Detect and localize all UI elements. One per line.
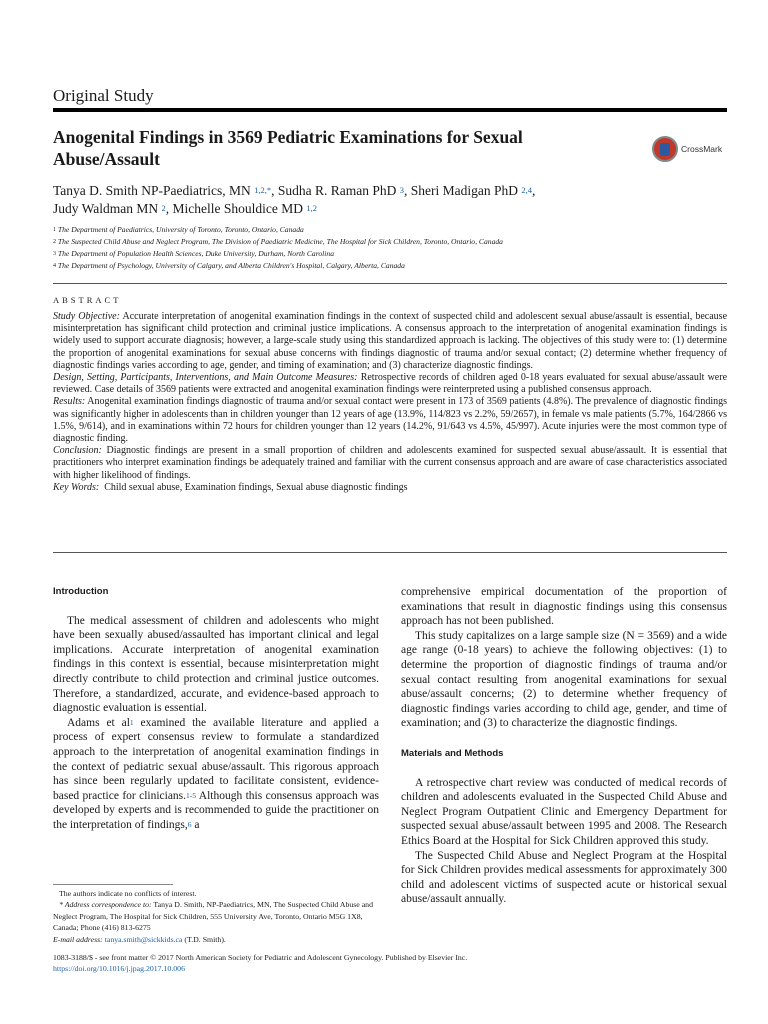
doi-link[interactable]: https://doi.org/10.1016/j.jpag.2017.10.006 — [53, 964, 185, 973]
section-label: Original Study — [53, 86, 154, 105]
email-link[interactable]: tanya.smith@sickkids.ca — [104, 934, 183, 944]
citation-link[interactable]: 6 — [187, 819, 192, 829]
header-rule — [53, 108, 727, 112]
author-affiliation-ref[interactable]: 1,2 — [306, 203, 318, 213]
conflict-statement: The authors indicate no conflicts of interest. — [59, 889, 197, 898]
body-paragraph: comprehensive empirical documentation of the proportion of examinations that result in diagnostic findings using this consensus approach has not been published. — [401, 586, 727, 628]
left-column — [53, 585, 379, 833]
right-column — [401, 585, 727, 907]
abstract-bottom-rule — [53, 552, 727, 553]
affiliation-item: $^4$ The Department of Psychology, University of Calgary, and Alberta Children's Hospital, Calgary, Alberta, Canada — [53, 261, 405, 270]
author-affiliation-ref[interactable]: 2 — [161, 203, 166, 213]
author-affiliation-ref[interactable]: 1,2,* — [254, 185, 272, 195]
page-footer — [53, 952, 727, 974]
affiliation-item: $^1$ The Department of Paediatrics, University of Toronto, Toronto, Ontario, Canada — [53, 225, 304, 234]
abstract-results: Results: Anogenital examination findings diagnostic of trauma and/or sexual contact were present in 173 of 3569 patients (4.8%). The prevalence of diagnostic findings was significantly higher in adolescents than in children younger than 12 years of age (13.9%, 114/823 vs 2.2%, 59/2657), in female vs male patients (5.7%, 164/2866 vs 1.5%, 9/614), and in examinations within 72 hours for children younger than 12 years (14.2%, 91/643 vs 4.5%, 45/997). Acute injuries were the most common type of diagnostic finding. — [53, 396, 727, 445]
citation-link[interactable]: 1-5 — [186, 790, 197, 800]
intro-paragraph: The medical assessment of children and adolescents who might have been sexually abused/assaulted has important clinical and legal implications. Accurate interpretation of anogenital examination findings in this context is essential, because misinterpretation might directly contribute to child protection and criminal justice outcomes. Therefore, a standardized, accurate, and evidence-based approach to diagnostic evaluation is essential. — [53, 614, 379, 715]
author-name: Sheri Madigan PhD — [410, 183, 519, 198]
abstract-design: Design, Setting, Participants, Interventions, and Main Outcome Measures: Retrospective records of children aged 0-18 years evaluated for sexual abuse/assault were reviewed. Case details of 3569 patients were extracted and anogenital examination findings were reinterpreted using a published consensus approach. — [53, 372, 728, 396]
crossmark-label: CrossMark — [681, 144, 723, 154]
intro-heading: Introduction — [53, 586, 109, 597]
abstract-keywords: Key Words: Child sexual abuse, Examination findings, Sexual abuse diagnostic findings — [53, 481, 408, 493]
methods-paragraph: A retrospective chart review was conducted of medical records of children and adolescents evaluated in the Suspected Child Abuse and Neglect Program Outpatient Clinic and Emergency Department for suspected sexual abuse/assault between 1995 and 2008. The Research Ethics Board at the Hospital for Sick Children approved this study. — [401, 776, 727, 847]
affiliation-item: $^3$ The Department of Population Health Sciences, Duke University, Durham, North Carolina — [53, 249, 334, 258]
abstract-heading: ABSTRACT — [53, 295, 122, 305]
author-list: Tanya D. Smith NP-Paediatrics, MN $^{1,2,*}$, Sudha R. Raman PhD $^3$, Sheri Madigan PhD $^{2,4}$, Judy Waldman MN $^2$, Michelle Shouldice MD $^{1,2}$ — [53, 183, 536, 216]
affiliation-item: $^2$ The Suspected Child Abuse and Neglect Program, The Division of Paediatric Medicine, The Hospital for Sick Children, Toronto, Ontario, Canada — [53, 237, 503, 246]
author-name: Michelle Shouldice MD — [172, 201, 304, 216]
citation-link[interactable]: 1 — [129, 717, 134, 727]
crossmark-badge[interactable] — [652, 134, 732, 164]
article-title: Anogenital Findings in 3569 Pediatric Examinations for Sexual Abuse/Assault — [53, 127, 523, 169]
author-affiliation-ref[interactable]: 2,4 — [521, 185, 533, 195]
methods-heading: Materials and Methods — [401, 747, 504, 759]
intro-paragraph: Adams et $al^1$ examined the available literature and applied a process of expert consensus review to formulate a standardized approach to the interpretation of anogenital examination findings in the context of pediatric sexual abuse/assault. This rigorous approach has since been regularly updated to facilitate consistent, evidence-based practice for clinicians.$^{1-5}$ Although this consensus approach was developed by experts and is recommended to guide the practitioner on the interpretation of findings,$^6$ a — [53, 716, 379, 831]
abstract-conclusion: Conclusion: Diagnostic findings are present in a small proportion of children and adolescents examined for suspected sexual abuse/assault. It is essential that practitioners who interpret examination findings be adequately trained and familiar with the current consensus approach and are aware of case characteristics associated with higher likelihood of findings. — [53, 445, 727, 481]
abstract-top-rule — [53, 283, 727, 284]
body-paragraph: This study capitalizes on a large sample size (N = 3569) and a wide age range (0-18 years) to achieve the following objectives: (1) to determine the proportion of diagnostic findings of trauma and/or sexual contact resulting from anogenital examinations for sexual abuse/assault concerns; (2) to determine whether frequency of diagnostic findings varies according to child age, gender, and time of examination; and (3) to characterize the diagnostic findings. — [401, 629, 727, 730]
abstract — [53, 311, 727, 494]
author-name: Tanya D. Smith NP-Paediatrics, MN — [53, 183, 251, 198]
correspondence-note: * Address correspondence to: Tanya D. Smith, NP-Paediatrics, MN, The Suspected Child Abuse and Neglect Program, The Hospital for Sick Children, 555 University Ave, Toronto, Ontario M5G 1X8, Canada; Phone (416) 813-6275 — [53, 900, 373, 933]
methods-paragraph: The Suspected Child Abuse and Neglect Program at the Hospital for Sick Children provides medical assessments for approximately 300 child and adolescent victims of suspected acute or historical sexual abuse/assault annually. — [401, 849, 727, 906]
abstract-objective: Study Objective: Accurate interpretation of anogenital examination findings in the context of suspected child and adolescent sexual abuse/assault is essential, because misinterpretation has significant child protection and criminal justice implications. A consensus approach to the interpretation of anogenital examination findings is widely used to support accurate diagnosis; however, a large-scale study using this standardized approach is lacking. The objectives of this study were to: (1) determine the proportion of anogenital examinations for sexual abuse concerns with findings diagnostic of trauma and/or sexual contact; (2) determine whether frequency of diagnostic findings varies according to age, gender, and timing of examination; and (3) characterize diagnostic findings. — [53, 311, 728, 371]
author-affiliation-ref[interactable]: 3 — [399, 185, 405, 195]
footnotes — [53, 888, 379, 945]
crossmark-icon — [652, 136, 678, 162]
author-name: Judy Waldman MN — [53, 201, 159, 216]
author-name: Sudha R. Raman PhD — [277, 183, 397, 198]
affiliations — [53, 224, 727, 272]
issn-copyright: 1083-3188/$ - see front matter © 2017 North American Society for Pediatric and Adolescent Gynecology. Published by Elsevier Inc. — [53, 953, 468, 962]
footnote-rule — [53, 884, 173, 885]
email-note: E-mail address: tanya.smith@sickkids.ca (T.D. Smith). — [53, 934, 226, 944]
